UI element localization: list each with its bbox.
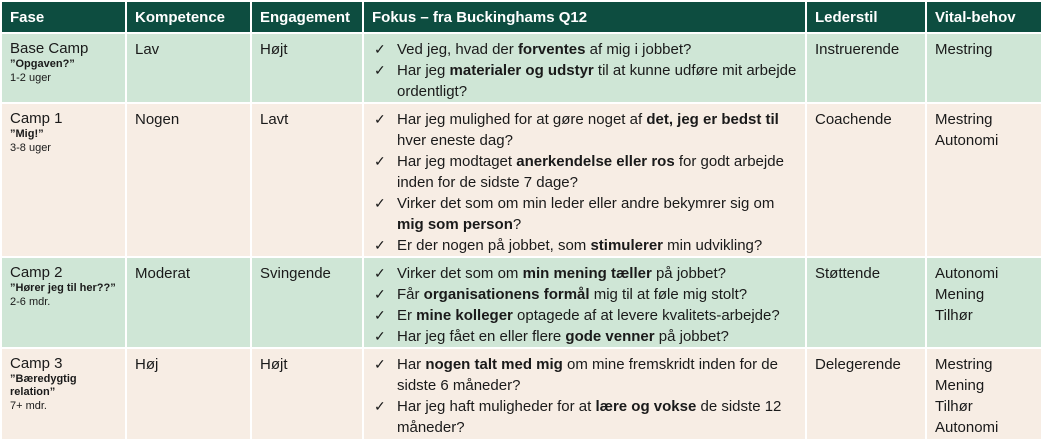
focus-keyword: organisationens formål: [423, 286, 590, 303]
focus-text: Har jeg mulighed for at gøre noget af: [397, 111, 647, 128]
focus-cell: [363, 33, 806, 103]
phase-name: Camp 2: [10, 264, 63, 281]
focus-text: om mine fremskridt inden for de sidste 6 måneder?: [397, 356, 778, 394]
check-icon: ✓: [374, 286, 386, 302]
focus-cell: [363, 348, 806, 440]
engagement-cell: Højt: [251, 33, 363, 103]
phase-name: Base Camp: [10, 40, 89, 57]
focus-keyword: lære og vokse: [595, 398, 697, 415]
phase-name: Camp 1: [10, 110, 63, 127]
phase-duration: 2-6 mdr.: [10, 296, 51, 308]
focus-keyword: min mening tæller: [522, 265, 652, 282]
table-body: [1, 33, 1041, 440]
focus-text: Virker det som om: [397, 265, 523, 282]
focus-text: Har jeg fået en eller flere: [397, 328, 566, 345]
focus-keyword: gode venner: [565, 328, 655, 345]
focus-text: for godt arbejde inden for de sidste 7 dage?: [397, 153, 784, 191]
check-icon: ✓: [374, 237, 386, 253]
focus-keyword: det, jeg er bedst til: [646, 111, 779, 128]
focus-text: Er: [397, 307, 417, 324]
need-item: Mening: [935, 286, 985, 303]
table-row: [1, 103, 1041, 257]
focus-cell: [363, 103, 806, 257]
phase-duration: 3-8 uger: [10, 142, 51, 154]
focus-item: [372, 60, 797, 102]
focus-text: optagede af at levere kvalitets-arbejde?: [512, 307, 780, 324]
need-item: Autonomi: [935, 265, 999, 282]
check-icon: ✓: [374, 195, 386, 211]
focus-item: [372, 109, 797, 151]
leadership-cell: Coachende: [806, 103, 926, 257]
phase-subtitle: ”Opgaven?”: [10, 58, 75, 70]
need-item: Mestring: [935, 356, 993, 373]
focus-text: hver eneste dag?: [397, 132, 513, 149]
phase-cell: [1, 257, 126, 348]
table-row: [1, 257, 1041, 348]
competence-cell: Moderat: [126, 257, 251, 348]
phase-cell: [1, 348, 126, 440]
competence-cell: Høj: [126, 348, 251, 440]
focus-text: til at kunne udføre mit arbejde ordentligt?: [397, 62, 797, 100]
header-vital-behov: Vital-behov: [926, 1, 1041, 33]
focus-text: Har: [397, 356, 426, 373]
need-item: Autonomi: [935, 132, 999, 149]
focus-text: af mig i jobbet?: [585, 41, 692, 58]
focus-text: Ved jeg, hvad der: [397, 41, 518, 58]
focus-keyword: materialer og udstyr: [449, 62, 594, 79]
leadership-cell: Støttende: [806, 257, 926, 348]
need-item: Autonomi: [935, 419, 999, 436]
leadership-cell: Instruerende: [806, 33, 926, 103]
competence-cell: Lav: [126, 33, 251, 103]
phase-subtitle: ”Mig!”: [10, 128, 44, 140]
check-icon: ✓: [374, 265, 386, 281]
focus-item: [372, 396, 797, 438]
focus-cell: [363, 257, 806, 348]
header-kompetence: Kompetence: [126, 1, 251, 33]
focus-keyword: forventes: [517, 41, 586, 58]
engagement-cell: Højt: [251, 348, 363, 440]
focus-item: [372, 305, 797, 326]
needs-cell: [926, 33, 1041, 103]
focus-list: [372, 109, 797, 256]
need-item: Mening: [935, 377, 985, 394]
check-icon: ✓: [374, 356, 386, 372]
focus-list: [372, 263, 797, 347]
phase-duration: 1-2 uger: [10, 72, 51, 84]
focus-keyword: stimulerer: [590, 237, 664, 254]
focus-text: min udvikling?: [663, 237, 763, 254]
focus-text: Har jeg modtaget: [397, 153, 517, 170]
needs-cell: [926, 348, 1041, 440]
engagement-cell: Svingende: [251, 257, 363, 348]
header-fase: Fase: [1, 1, 126, 33]
focus-text: Får: [397, 286, 424, 303]
need-item: Mestring: [935, 41, 993, 58]
check-icon: ✓: [374, 111, 386, 127]
needs-cell: [926, 103, 1041, 257]
focus-keyword: nogen talt med mig: [425, 356, 563, 373]
focus-item: [372, 151, 797, 193]
focus-item: [372, 354, 797, 396]
check-icon: ✓: [374, 328, 386, 344]
focus-item: [372, 193, 797, 235]
phase-name: Camp 3: [10, 355, 63, 372]
focus-text: ?: [512, 216, 522, 233]
table-row: [1, 33, 1041, 103]
phase-subtitle: ”Hører jeg til her??”: [10, 282, 116, 294]
focus-list: [372, 354, 797, 438]
leadership-cell: Delegerende: [806, 348, 926, 440]
focus-text: mig til at føle mig stolt?: [589, 286, 748, 303]
phase-duration: 7+ mdr.: [10, 400, 47, 412]
focus-text: på jobbet?: [654, 328, 729, 345]
header-engagement: Engagement: [251, 1, 363, 33]
header-row: [1, 1, 1041, 33]
check-icon: ✓: [374, 62, 386, 78]
focus-item: [372, 263, 797, 284]
table-row: [1, 348, 1041, 440]
check-icon: ✓: [374, 398, 386, 414]
engagement-cell: Lavt: [251, 103, 363, 257]
focus-list: [372, 39, 797, 102]
focus-item: [372, 39, 797, 60]
focus-keyword: anerkendelse eller ros: [516, 153, 675, 170]
focus-text: på jobbet?: [651, 265, 727, 282]
focus-text: Har jeg haft muligheder for at: [397, 398, 596, 415]
need-item: Tilhør: [935, 398, 973, 415]
phase-cell: [1, 33, 126, 103]
phase-subtitle: ”Bæredygtig relation”: [10, 373, 77, 398]
focus-item: [372, 284, 797, 305]
need-item: Tilhør: [935, 307, 973, 324]
focus-keyword: mig som person: [397, 216, 513, 233]
check-icon: ✓: [374, 307, 386, 323]
check-icon: ✓: [374, 41, 386, 57]
check-icon: ✓: [374, 153, 386, 169]
focus-text: de sidste 12 måneder?: [397, 398, 782, 436]
focus-text: Virker det som om min leder eller andre bekymrer sig om: [397, 195, 775, 212]
focus-keyword: mine kolleger: [416, 307, 513, 324]
focus-text: Har jeg: [397, 62, 450, 79]
focus-item: [372, 326, 797, 347]
focus-text: Er der nogen på jobbet, som: [397, 237, 591, 254]
need-item: Mestring: [935, 111, 993, 128]
header-fokus: Fokus – fra Buckinghams Q12: [363, 1, 806, 33]
competence-cell: Nogen: [126, 103, 251, 257]
phase-cell: [1, 103, 126, 257]
header-lederstil: Lederstil: [806, 1, 926, 33]
needs-cell: [926, 257, 1041, 348]
focus-item: [372, 235, 797, 256]
